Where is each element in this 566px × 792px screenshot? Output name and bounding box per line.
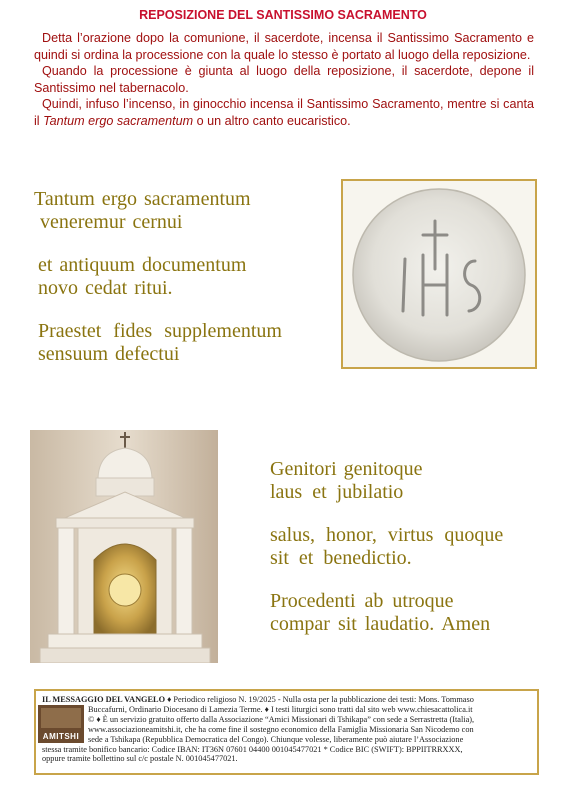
hymn-line: Praestet fides supplementum [38, 320, 282, 342]
hymn-stanza [34, 320, 324, 366]
intro-text [34, 30, 534, 129]
hymn-stanza [270, 590, 540, 636]
tabernacle-icon [30, 430, 218, 663]
footer-line: stessa tramite bonifico bancario: Codice IBAN: IT36N 07601 04400 001045477021 * Codice BIC (SWIFT): BPPIITRRXXX, [42, 744, 463, 754]
footer-line: oppure tramite bollettino sul c/c postale N. 001045477021. [42, 754, 238, 764]
intro-p3-italic: Tantum ergo sacramentum [43, 113, 194, 128]
hymn-line: et antiquum documentum [38, 254, 247, 276]
hymn-line: veneremur cernui [40, 211, 183, 233]
footer-line: Buccafurni, Ordinario Diocesano di Lamezia Terme. ♦ I testi liturgici sono tratti dal sito web www.chiesacattolica.it [88, 704, 473, 714]
hymn-line: novo cedat ritui. [38, 277, 173, 299]
page-title: REPOSIZIONE DEL SANTISSIMO SACRAMENTO [139, 8, 427, 22]
intro-paragraph-3 [34, 96, 534, 129]
footer-text [42, 695, 532, 764]
hymn-stanza [270, 458, 540, 504]
intro-p3-text: Quindi, infuso l’incenso, in ginocchio incensa il Santissimo Sacramento, mentre si canta il [34, 97, 534, 128]
hymn-line: salus, honor, virtus quoque [270, 524, 504, 546]
hymn-stanza [34, 254, 324, 300]
intro-paragraph-2: Quando la processione è giunta al luogo della reposizione, il sacerdote, depone il Santissimo nel tabernacolo. [34, 64, 534, 95]
hymn-line: compar sit laudatio. Amen [270, 613, 491, 635]
hymn-part-2 [270, 458, 540, 656]
tabernacle-image [30, 430, 218, 663]
hymn-line: Genitori genitoque [270, 458, 423, 480]
host-wafer-icon [343, 181, 535, 367]
hymn-line: sensuum defectui [38, 343, 180, 365]
hymn-stanza [34, 188, 324, 234]
intro-p3-end: o un altro canto eucaristico. [193, 113, 351, 128]
hymn-stanza [270, 524, 540, 570]
footer-line: www.associazioneamitshi.it, che ha come fine il sostegno economico della Famiglia Missionaria San Nicodemo con [88, 724, 474, 734]
hymn-line: laus et jubilatio [270, 481, 404, 503]
footer-line: © ♦ È un servizio gratuito offerto dalla Associazione “Amici Missionari di Tshikapa” con sede a Serrastretta (Italia), [88, 714, 475, 724]
hymn-part-1 [34, 188, 324, 386]
footer-line: sede a Tshikapa (Repubblica Democratica del Congo). Chiunque volesse, liberamente può aiutare l’Associazione [88, 734, 464, 744]
hymn-line: sit et benedictio. [270, 547, 412, 569]
footer-line: ♦ Periodico religioso N. 19/2025 - Nulla osta per la pubblicazione dei testi: Mons. Tommaso [165, 695, 474, 704]
masthead: IL MESSAGGIO DEL VANGELO [42, 695, 166, 704]
logo-label: AMITSHI [42, 732, 80, 741]
host-image [341, 179, 537, 369]
hymn-line: Procedenti ab utroque [270, 590, 454, 612]
hymn-line: Tantum ergo sacramentum [34, 188, 251, 210]
intro-paragraph-1: Detta l’orazione dopo la comunione, il sacerdote, incensa il Santissimo Sacramento e quindi si ordina la processione con la quale lo stesso è portato al luogo della reposizione. [34, 31, 534, 62]
footer-box [34, 689, 539, 775]
